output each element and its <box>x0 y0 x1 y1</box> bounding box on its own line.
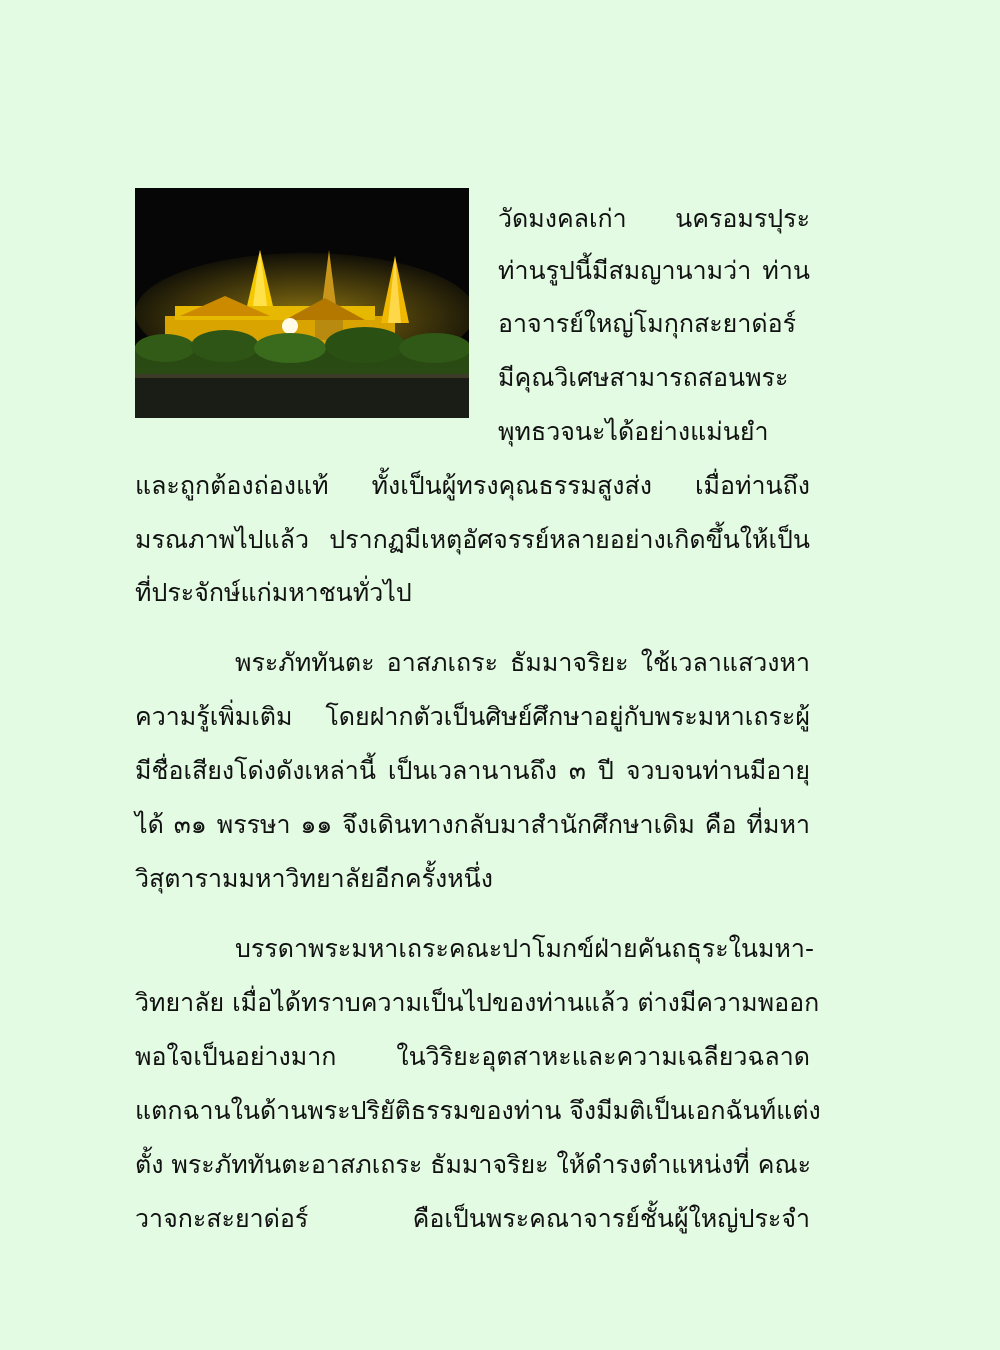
text-line: วิสุตารามมหาวิทยาลัยอีกครั้งหนึ่ง <box>135 864 493 893</box>
text-line: ที่ประจักษ์แก่มหาชนทั่วไป <box>135 578 412 607</box>
text-line: ได้ ๓๑ พรรษา ๑๑ จึงเดินทางกลับมาสำนักศึกษาเดิม คือ ที่มหา <box>135 810 810 839</box>
text-line: วาจกะสะยาด่อร์ คือเป็นพระคณาจารย์ชั้นผู้ใหญ่ประจำ <box>135 1204 810 1233</box>
text-line: วัดมงคลเก่า นครอมรปุระ <box>498 204 810 233</box>
text-line: วิทยาลัย เมื่อได้ทราบความเป็นไปของท่านแล้ว ต่างมีความพออก <box>135 988 820 1017</box>
text-line: ท่านรูปนี้มีสมญานามว่า ท่าน <box>498 256 810 285</box>
text-line: มีชื่อเสียงโด่งดังเหล่านี้ เป็นเวลานานถึง ๓ ปี จวบจนท่านมีอายุ <box>135 756 810 785</box>
text-line: และถูกต้องถ่องแท้ ทั้งเป็นผู้ทรงคุณธรรมสูงส่ง เมื่อท่านถึง <box>135 471 810 500</box>
text-line: มีคุณวิเศษสามารถสอนพระ <box>498 363 789 392</box>
text-line: พอใจเป็นอย่างมาก ในวิริยะอุตสาหะและความเฉลียวฉลาด <box>135 1042 810 1071</box>
text-line: ความรู้เพิ่มเติม โดยฝากตัวเป็นศิษย์ศึกษาอยู่กับพระมหาเถระผู้ <box>135 702 810 731</box>
text-line: อาจารย์ใหญ่โมกุกสะยาด่อร์ <box>498 309 797 338</box>
text-line: มรณภาพไปแล้ว ปรากฏมีเหตุอัศจรรย์หลายอย่างเกิดขึ้นให้เป็น <box>135 525 810 554</box>
text-line: ตั้ง พระภัททันตะอาสภเถระ ธัมมาจริยะ ให้ดำรงตำแหน่งที่ คณะ <box>135 1150 812 1179</box>
text-line: บรรดาพระมหาเถระคณะปาโมกข์ฝ่ายคันถธุระในมหา- <box>235 934 814 963</box>
temple-night-photo <box>135 188 469 418</box>
text-line: พระภัททันตะ อาสภเถระ ธัมมาจริยะ ใช้เวลาแสวงหา <box>235 648 810 677</box>
text-line: แตกฉานในด้านพระปริยัติธรรมของท่าน จึงมีมติเป็นเอกฉันท์แต่ง <box>135 1096 821 1125</box>
temple-illustration <box>135 188 469 418</box>
text-line: พุทธวจนะได้อย่างแม่นยำ <box>498 417 769 446</box>
